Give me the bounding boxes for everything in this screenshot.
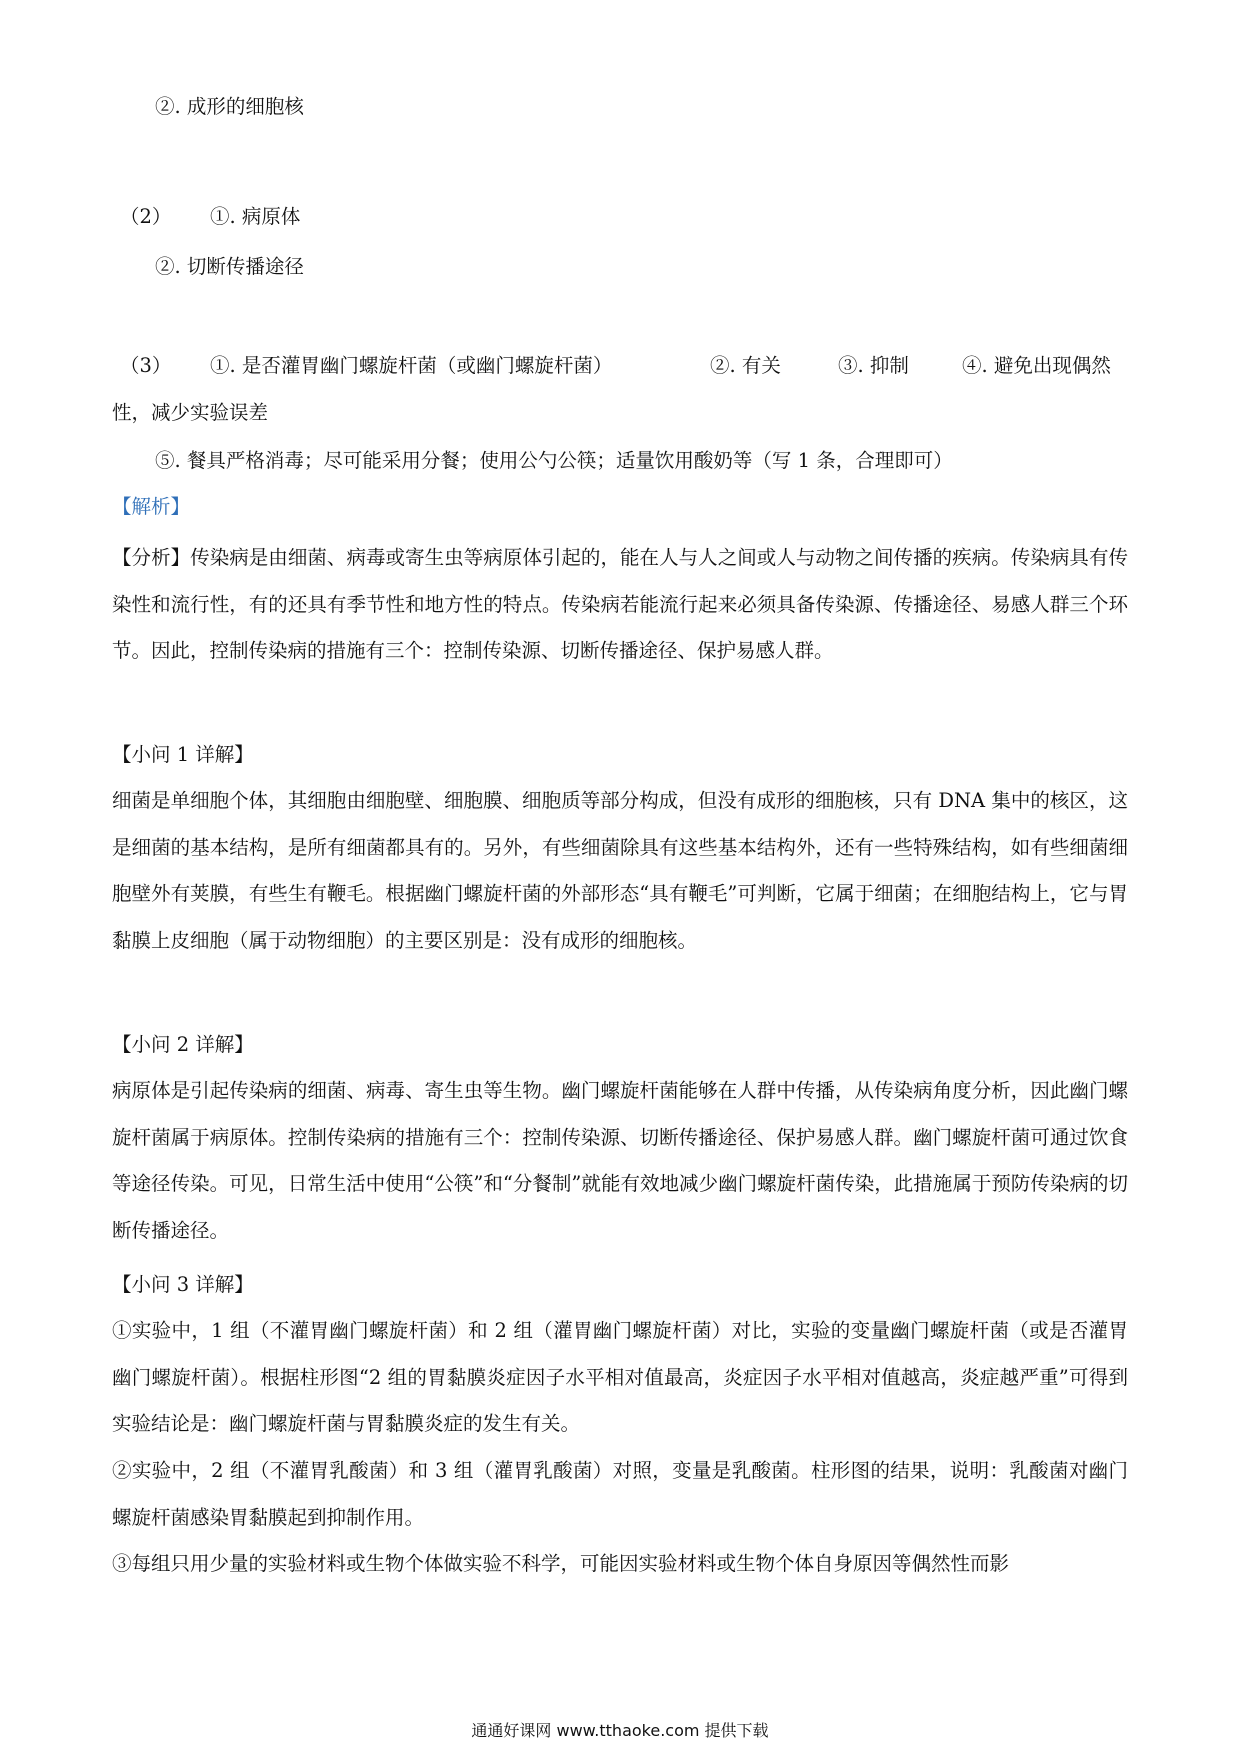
analysis-overview: 【分析】传染病是由细菌、病毒或寄生虫等病原体引起的，能在人与人之间或人与动物之间传播的疾病。传染病具有传染性和流行性，有的还具有季节性和地方性的特点。传染病若能流行起来必须具备传染源、传播途径、易感人群三个环节。因此，控制传染病的措施有三个：控制传染源、切断传播途径、保护易感人群。	[112, 546, 1128, 662]
q3-number: （3）	[120, 354, 172, 377]
q2-answer-1: ①. 病原体	[210, 205, 301, 228]
q2-detail-title: 【小问 2 详解】	[112, 1033, 254, 1056]
analysis-label: 【解析】	[112, 495, 191, 518]
q1-detail-title: 【小问 1 详解】	[112, 743, 254, 766]
q3-answer-3: ③. 抑制	[838, 354, 909, 377]
q3-answer-4-cont: 性，减少实验误差	[112, 401, 269, 424]
q3-detail-para-1: ①实验中，1 组（不灌胃幽门螺旋杆菌）和 2 组（灌胃幽门螺旋杆菌）对比，实验的变量幽门螺旋杆菌（或是否灌胃幽门螺旋杆菌）。根据柱形图“2 组的胃黏膜炎症因子水平相对值最高，炎症因子水平相对值越高，炎症越严重”可得到实验结论是：幽门螺旋杆菌与胃黏膜炎症的发生有关。	[112, 1319, 1128, 1435]
q2-number: （2）	[120, 205, 172, 228]
q3-detail-para-3: ③每组只用少量的实验材料或生物个体做实验不科学，可能因实验材料或生物个体自身原因等偶然性而影	[112, 1552, 1010, 1575]
q3-detail-para-2: ②实验中，2 组（不灌胃乳酸菌）和 3 组（灌胃乳酸菌）对照，变量是乳酸菌。柱形图的结果，说明：乳酸菌对幽门螺旋杆菌感染胃黏膜起到抑制作用。	[112, 1459, 1128, 1529]
q1-answer-2: ②. 成形的细胞核	[155, 95, 304, 118]
q2-detail-text: 病原体是引起传染病的细菌、病毒、寄生虫等生物。幽门螺旋杆菌能够在人群中传播，从传染病角度分析，因此幽门螺旋杆菌属于病原体。控制传染病的措施有三个：控制传染源、切断传播途径、保护易感人群。幽门螺旋杆菌可通过饮食等途径传染。可见，日常生活中使用“公筷”和“分餐制”就能有效地减少幽门螺旋杆菌传染，此措施属于预防传染病的切断传播途径。	[112, 1079, 1128, 1242]
page-footer: 通通好课网 www.tthaoke.com 提供下载	[471, 1721, 769, 1740]
q2-answer-2: ②. 切断传播途径	[155, 255, 304, 278]
q3-answer-1: ①. 是否灌胃幽门螺旋杆菌（或幽门螺旋杆菌）	[210, 354, 613, 377]
q3-detail-title: 【小问 3 详解】	[112, 1273, 254, 1296]
q3-answer-4: ④. 避免出现偶然	[962, 354, 1111, 377]
q3-answer-5: ⑤. 餐具严格消毒；尽可能采用分餐；使用公勺公筷；适量饮用酸奶等（写 1 条，合理即可）	[155, 449, 953, 472]
q3-answer-2: ②. 有关	[710, 354, 781, 377]
q1-detail-text: 细菌是单细胞个体，其细胞由细胞壁、细胞膜、细胞质等部分构成，但没有成形的细胞核，只有 DNA 集中的核区，这是细菌的基本结构，是所有细菌都具有的。另外，有些细菌除具有这些基本结构外，还有一些特殊结构，如有些细菌细胞壁外有荚膜，有些生有鞭毛。根据幽门螺旋杆菌的外部形态“具有鞭毛”可判断，它属于细菌；在细胞结构上，它与胃黏膜上皮细胞（属于动物细胞）的主要区别是：没有成形的细胞核。	[112, 789, 1128, 952]
